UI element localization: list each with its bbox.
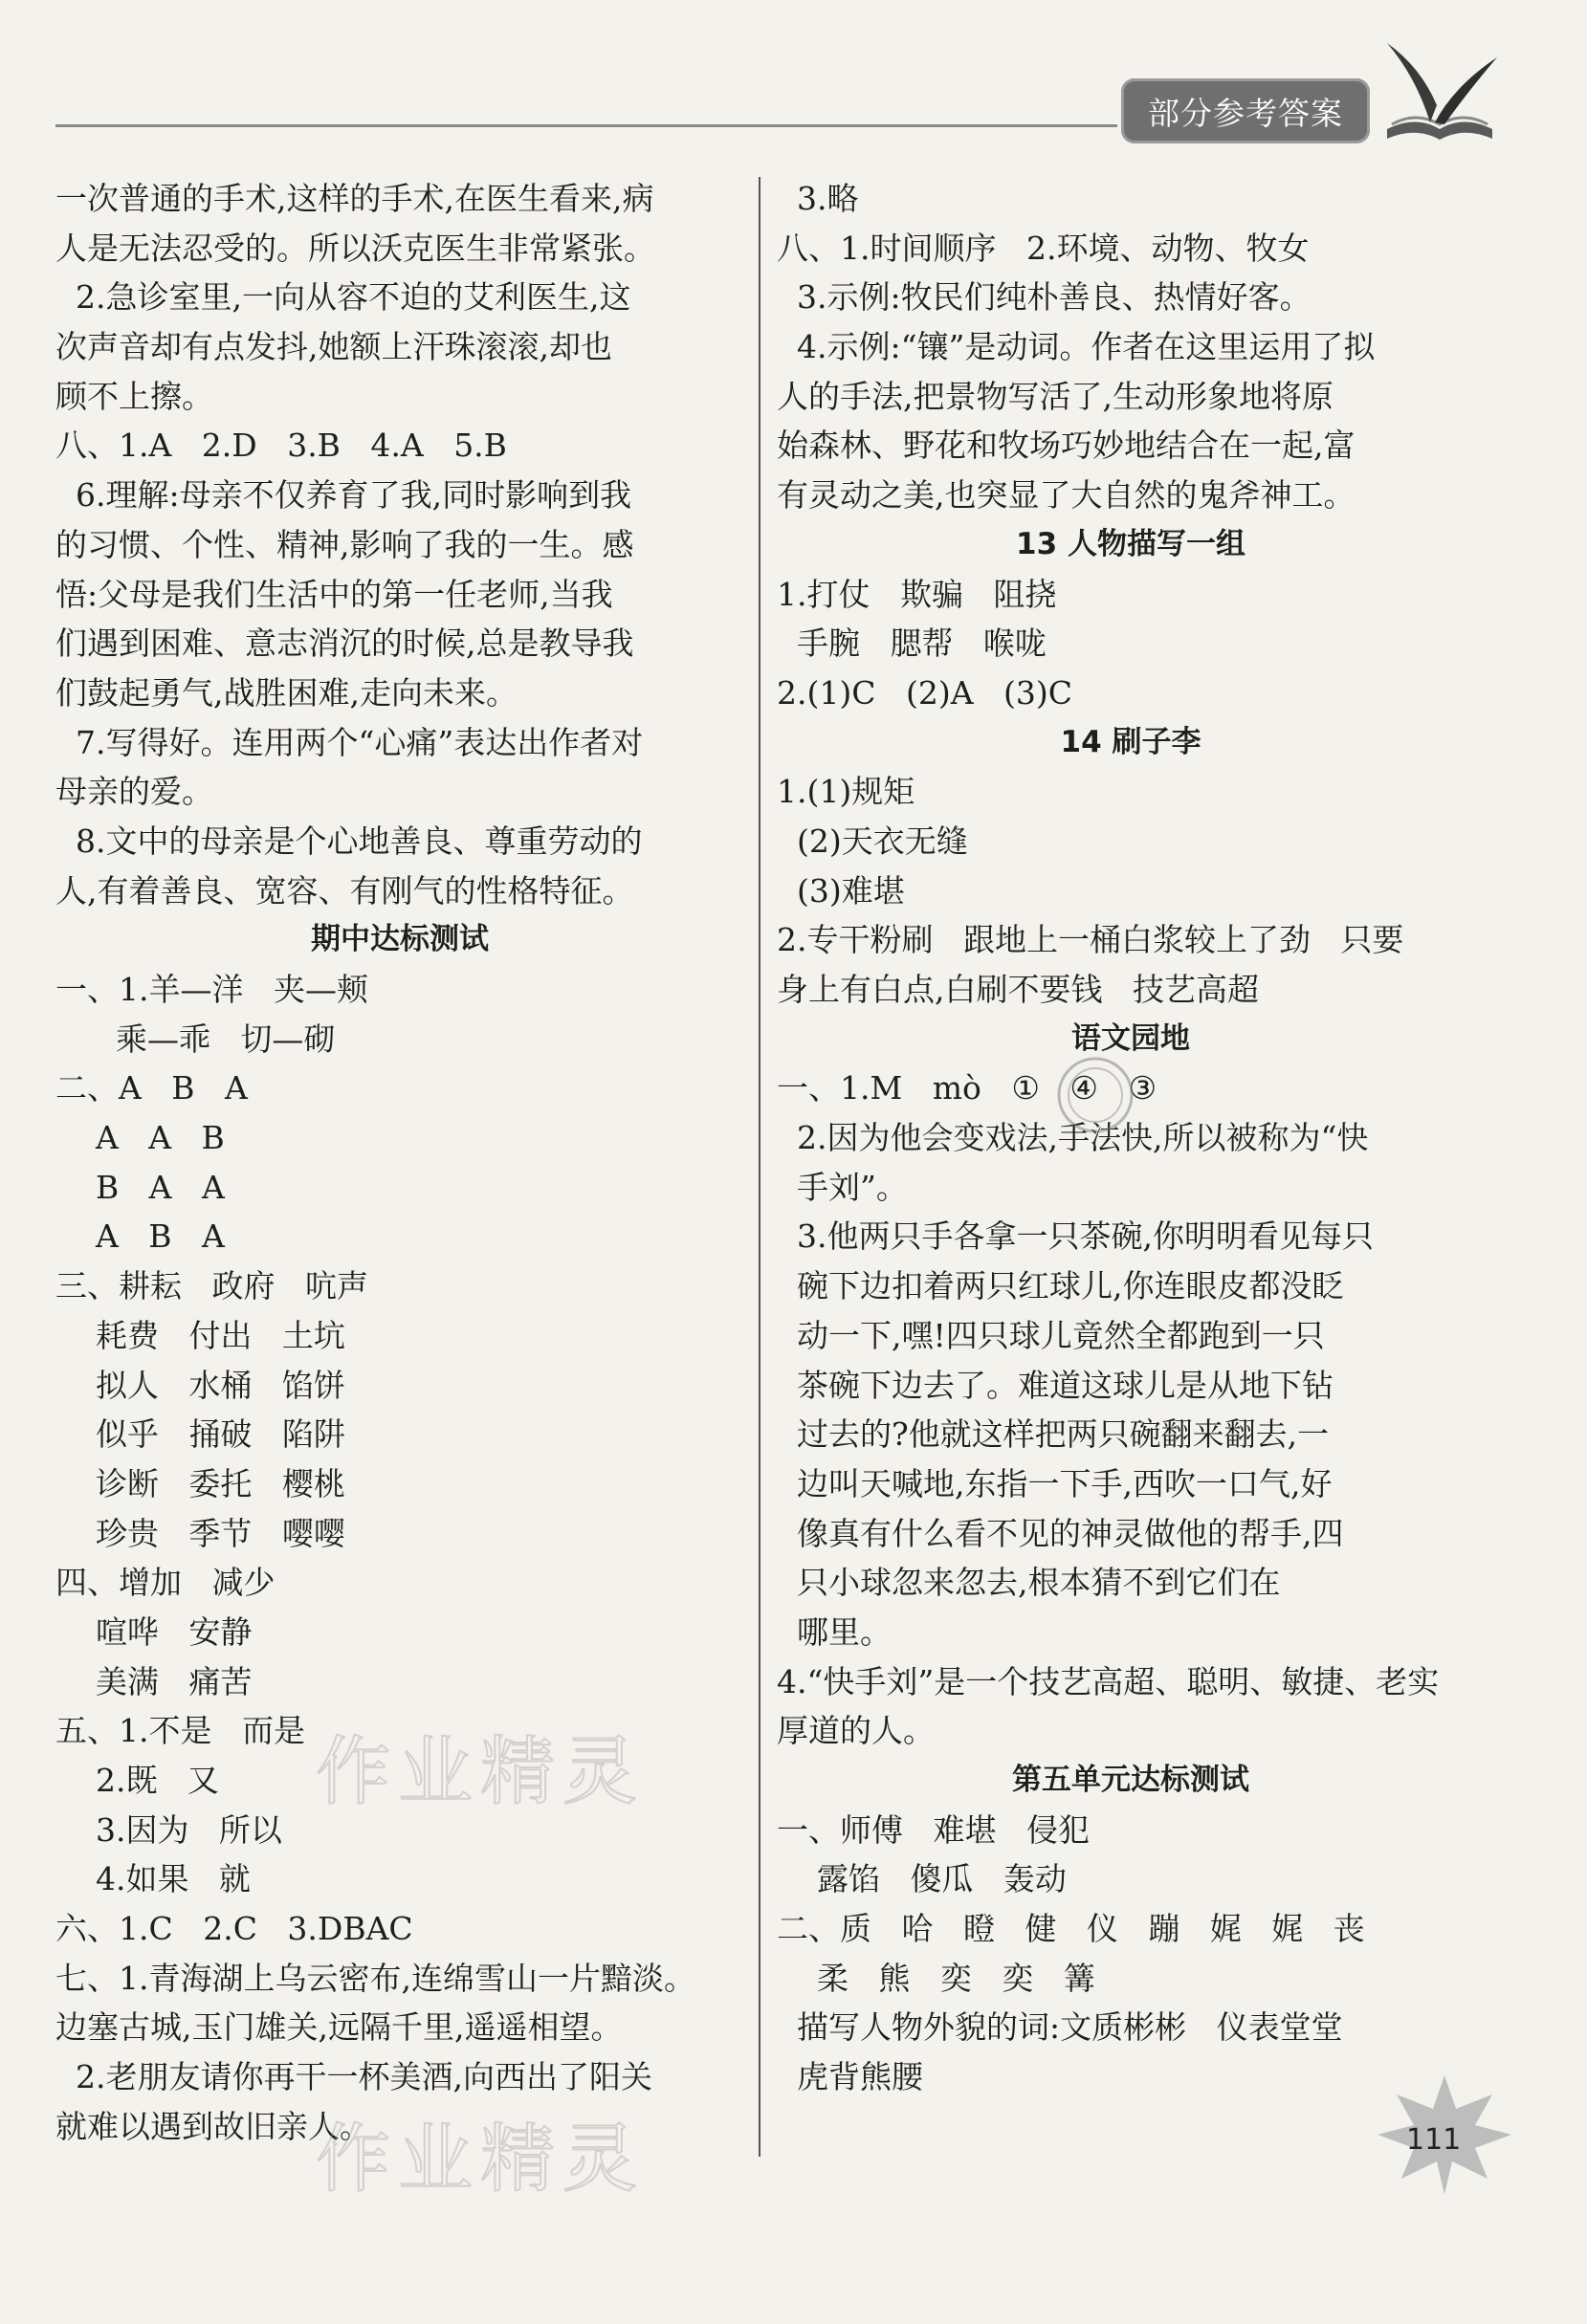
stamp-icon: [1052, 1052, 1138, 1138]
answer-line: 手刘”。: [777, 1168, 908, 1206]
answer-line: 二、A B A: [55, 1069, 248, 1107]
answer-line: 美满 痛苦: [55, 1662, 253, 1700]
answer-line: 2.因为他会变戏法,手法快,所以被称为“快: [777, 1119, 1369, 1157]
answer-line: 母亲的爱。: [55, 773, 213, 811]
book-quill-icon: [1378, 38, 1502, 153]
answer-line: (2)天衣无缝: [777, 822, 968, 860]
answer-line: 喧哗 安静: [55, 1612, 253, 1651]
answer-line: 诊断 委托 樱桃: [55, 1464, 345, 1502]
answer-line: 六、1.C 2.C 3.DBAC: [55, 1910, 413, 1948]
answer-line: 边塞古城,玉门雄关,远隔千里,遥遥相望。: [55, 2008, 623, 2047]
answer-line: 拟人 水桶 馅饼: [55, 1366, 345, 1404]
answer-line: 有灵动之美,也突显了大自然的鬼斧神工。: [777, 476, 1356, 515]
answer-line: 始森林、野花和牧场巧妙地结合在一起,富: [777, 427, 1356, 465]
answer-line: 的习惯、个性、精神,影响了我的一生。感: [55, 525, 634, 563]
answer-line: 们鼓起勇气,战胜困难,走向未来。: [55, 673, 518, 712]
answer-line: 顾不上擦。: [55, 377, 213, 415]
answer-line: 动一下,嘿!四只球儿竟然全都跑到一只: [777, 1316, 1325, 1354]
answer-line: 耗费 付出 土坑: [55, 1316, 345, 1354]
answer-line: 虎背熊腰: [777, 2058, 923, 2096]
answer-line: 一、师傅 难堪 侵犯: [777, 1810, 1090, 1849]
answer-line: 3.示例:牧民们纯朴善良、热情好客。: [777, 278, 1311, 317]
answer-line: 就难以遇到故旧亲人。: [55, 2107, 371, 2145]
answer-line: 四、增加 减少: [55, 1564, 276, 1602]
answer-line: 2.专干粉刷 跟地上一桶白浆较上了劲 只要: [777, 921, 1404, 959]
answer-line: 珍贵 季节 嘤嘤: [55, 1514, 345, 1552]
answer-line: 3.因为 所以: [55, 1810, 282, 1849]
answer-line: 8.文中的母亲是个心地善良、尊重劳动的: [55, 822, 643, 860]
section-heading: 语文园地: [1071, 1020, 1190, 1056]
column-divider: [759, 177, 760, 2157]
answer-line: 似乎 捅破 陷阱: [55, 1415, 345, 1454]
answer-line: 6.理解:母亲不仅养育了我,同时影响到我: [55, 476, 632, 515]
answer-line: 2.(1)C (2)A (3)C: [777, 673, 1072, 712]
answer-line: 悟:父母是我们生活中的第一任老师,当我: [55, 575, 613, 613]
section-heading: 期中达标测试: [311, 922, 489, 957]
watermark: 作业精灵: [316, 2116, 646, 2203]
answer-line: 只小球忽来忽去,根本猜不到它们在: [777, 1564, 1281, 1602]
answer-line: 2.老朋友请你再干一杯美酒,向西出了阳关: [55, 2058, 652, 2096]
answer-line: 一次普通的手术,这样的手术,在医生看来,病: [55, 180, 654, 217]
answer-line: 一、1.羊—洋 夹—颊: [55, 971, 368, 1008]
section-badge: 部分参考答案: [1121, 78, 1370, 143]
answer-line: 身上有白点,白刷不要钱 技艺高超: [777, 971, 1259, 1008]
answer-line: 七、1.青海湖上乌云密布,连绵雪山一片黯淡。: [55, 1959, 695, 1997]
answer-line: 厚道的人。: [777, 1712, 935, 1750]
answer-line: 二、质 哈 瞪 健 仪 蹦 娓 娓 丧: [777, 1910, 1365, 1948]
answer-line: 乘—乖 切—砌: [55, 1019, 336, 1058]
answer-line: 人,有着善良、宽容、有刚气的性格特征。: [55, 871, 634, 910]
section-heading: 第五单元达标测试: [1012, 1763, 1249, 1797]
answer-line: 人的手法,把景物写活了,生动形象地将原: [777, 377, 1334, 415]
answer-line: 过去的?他就这样把两只碗翻来翻去,一: [777, 1415, 1330, 1454]
page-number: 111: [1406, 2123, 1462, 2157]
answer-line: 五、1.不是 而是: [55, 1712, 305, 1750]
answer-line: 哪里。: [777, 1612, 892, 1651]
left-column: [55, 174, 744, 2152]
answer-line: 八、1.时间顺序 2.环境、动物、牧女: [777, 229, 1310, 267]
section-heading: 14 刷子李: [1060, 724, 1201, 759]
answer-line: 7.写得好。连用两个“心痛”表达出作者对: [55, 723, 644, 761]
answer-line: 3.略: [777, 180, 859, 217]
answer-line: 们遇到困难、意志消沉的时候,总是教导我: [55, 625, 634, 663]
answer-line: 4.如果 就: [55, 1860, 251, 1898]
answer-line: 一、1.M mò ① ④ ③: [777, 1069, 1157, 1107]
answer-line: 描写人物外貌的词:文质彬彬 仪表堂堂: [777, 2008, 1343, 2047]
answer-line: 边叫天喊地,东指一下手,西吹一口气,好: [777, 1464, 1333, 1502]
answer-line: 碗下边扣着两只红球儿,你连眼皮都没眨: [777, 1267, 1344, 1305]
answer-line: A A B: [55, 1119, 225, 1157]
answer-line: 3.他两只手各拿一只茶碗,你明明看见每只: [777, 1217, 1374, 1256]
answer-line: 八、1.A 2.D 3.B 4.A 5.B: [55, 427, 507, 465]
answer-line: 2.急诊室里,一向从容不迫的艾利医生,这: [55, 278, 631, 317]
answer-line: 露馅 傻瓜 轰动: [777, 1860, 1067, 1898]
answer-line: 人是无法忍受的。所以沃克医生非常紧张。: [55, 229, 655, 267]
answer-line: 1.(1)规矩: [777, 773, 915, 811]
answer-line: B A A: [55, 1168, 225, 1206]
answer-line: 像真有什么看不见的神灵做他的帮手,四: [777, 1514, 1344, 1552]
answer-line: 次声音却有点发抖,她额上汗珠滚滚,却也: [55, 328, 612, 366]
answer-line: 手腕 腮帮 喉咙: [777, 625, 1047, 663]
answer-line: 4.示例:“镶”是动词。作者在这里运用了拟: [777, 328, 1376, 366]
answer-line: 柔 熊 奕 奕 篝: [777, 1959, 1095, 1997]
header-rule: [55, 124, 1117, 127]
section-heading: 13 人物描写一组: [1016, 526, 1245, 561]
answer-line: 1.打仗 欺骗 阻挠: [777, 575, 1057, 613]
answer-line: (3)难堪: [777, 871, 905, 910]
answer-line: 4.“快手刘”是一个技艺高超、聪明、敏捷、老实: [777, 1662, 1440, 1700]
answer-line: 2.既 又: [55, 1762, 219, 1799]
answer-line: A B A: [55, 1217, 225, 1256]
answer-line: 茶碗下边去了。难道这球儿是从地下钻: [777, 1366, 1334, 1404]
answer-line: 三、耕耘 政府 吭声: [55, 1267, 368, 1305]
watermark: 作业精灵: [316, 1729, 646, 1815]
